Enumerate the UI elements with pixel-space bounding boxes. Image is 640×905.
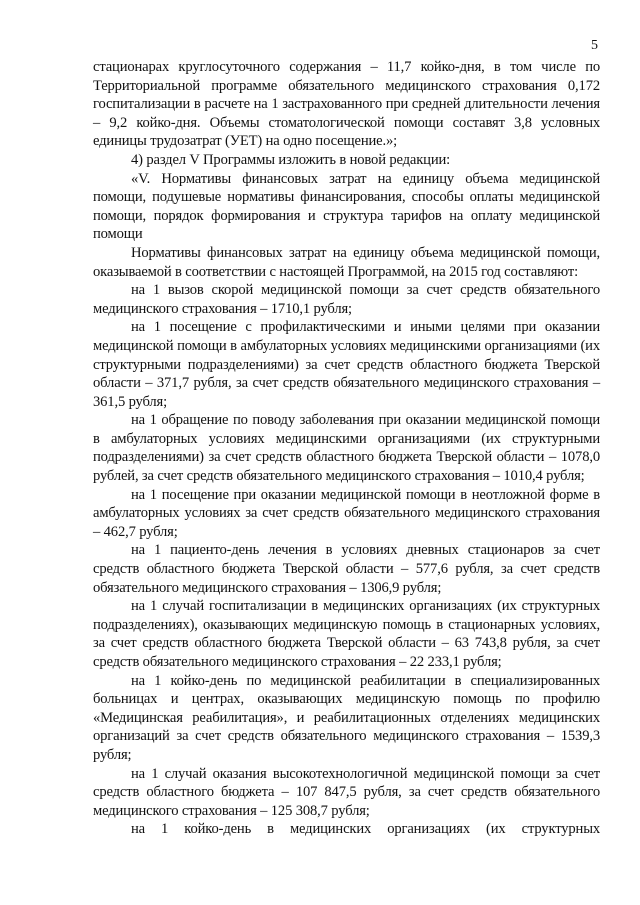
paragraph-ambulance-call: на 1 вызов скорой медицинской помощи за счет средств обязательного медицинского страхования – 1710,1 рубля; (93, 282, 600, 317)
paragraph-urgent-visit: на 1 посещение при оказании медицинской помощи в неотложной форме в амбулаторных условиях за счет средств обязательного медицинского страхования – 462,7 рубля; (93, 486, 600, 540)
paragraph-item-4: 4) раздел V Программы изложить в новой редакции: (131, 151, 451, 168)
paragraph-continuation: стационарах круглосуточного содержания – 11,7 койко-дня, в том числе по Территориальной программе обязательного медицинского страхования 0,172 госпитализации в расчете на 1 застрахованного при средней длительности лечения – 9,2 койко-дня. Объемы стоматологической помощи составят 3,8 условных единицы трудозатрат (УЕТ) на одно посещение.»; (93, 59, 600, 150)
paragraph-intro-norms: Нормативы финансовых затрат на единицу объема медицинской помощи, оказываемой в соответствии с настоящей Программой, на 2015 год составляют: (93, 244, 600, 280)
paragraph-day-hospital: на 1 пациенто-день лечения в условиях дневных стационаров за счет средств областного бюджета Тверской области – 577,6 рубля, за счет средств обязательного медицинского страхования – 1306,9 рубля; (93, 542, 600, 596)
document-body (93, 58, 600, 839)
section-v-heading: «V. Нормативы финансовых затрат на единицу объема медицинской помощи, подушевые нормативы финансирования, способы оплаты медицинской помощи, порядок формирования и структура тарифов на оплату медицинской помощи (93, 170, 600, 243)
paragraph-preventive-visit: на 1 посещение с профилактическими и иными целями при оказании медицинской помощи в амбулаторных условиях медицинскими организациями (их структурными подразделениями) за счет средств областного бюджета Тверской области – 371,7 рубля, за счет средств обязательного медицинского страхования – 361,5 рубля; (93, 319, 600, 410)
paragraph-high-tech-care: на 1 случай оказания высокотехнологичной медицинской помощи за счет средств областного бюджета – 107 847,5 рубля, за счет средств обязательного медицинского страхования – 125 308,7 рубля; (93, 765, 600, 819)
paragraph-bed-day: на 1 койко-день в медицинских организациях (их структурных (131, 821, 600, 838)
page-number: 5 (591, 38, 598, 53)
paragraph-disease-appeal: на 1 обращение по поводу заболевания при оказании медицинской помощи в амбулаторных условиях медицинскими организациями (их структурными подразделениями) за счет средств областного бюджета Тверской области – 1078,0 рублей, за счет средств обязательного медицинского страхования – 1010,4 рубля; (93, 412, 600, 485)
paragraph-hospitalization: на 1 случай госпитализации в медицинских организациях (их структурных подразделениях), оказывающих медицинскую помощь в стационарных условиях, за счет средств областного бюджета Тверской области – 63 743,8 рубля, за счет средств обязательного медицинского страхования – 22 233,1 рубля; (93, 598, 600, 670)
paragraph-rehabilitation: на 1 койко-день по медицинской реабилитации в специализированных больницах и центрах, оказывающих медицинскую помощь по профилю «Медицинская реабилитация», и реабилитационных отделениях медицинских организаций за счет средств обязательного медицинского страхования – 1539,3 рубля; (93, 672, 600, 763)
